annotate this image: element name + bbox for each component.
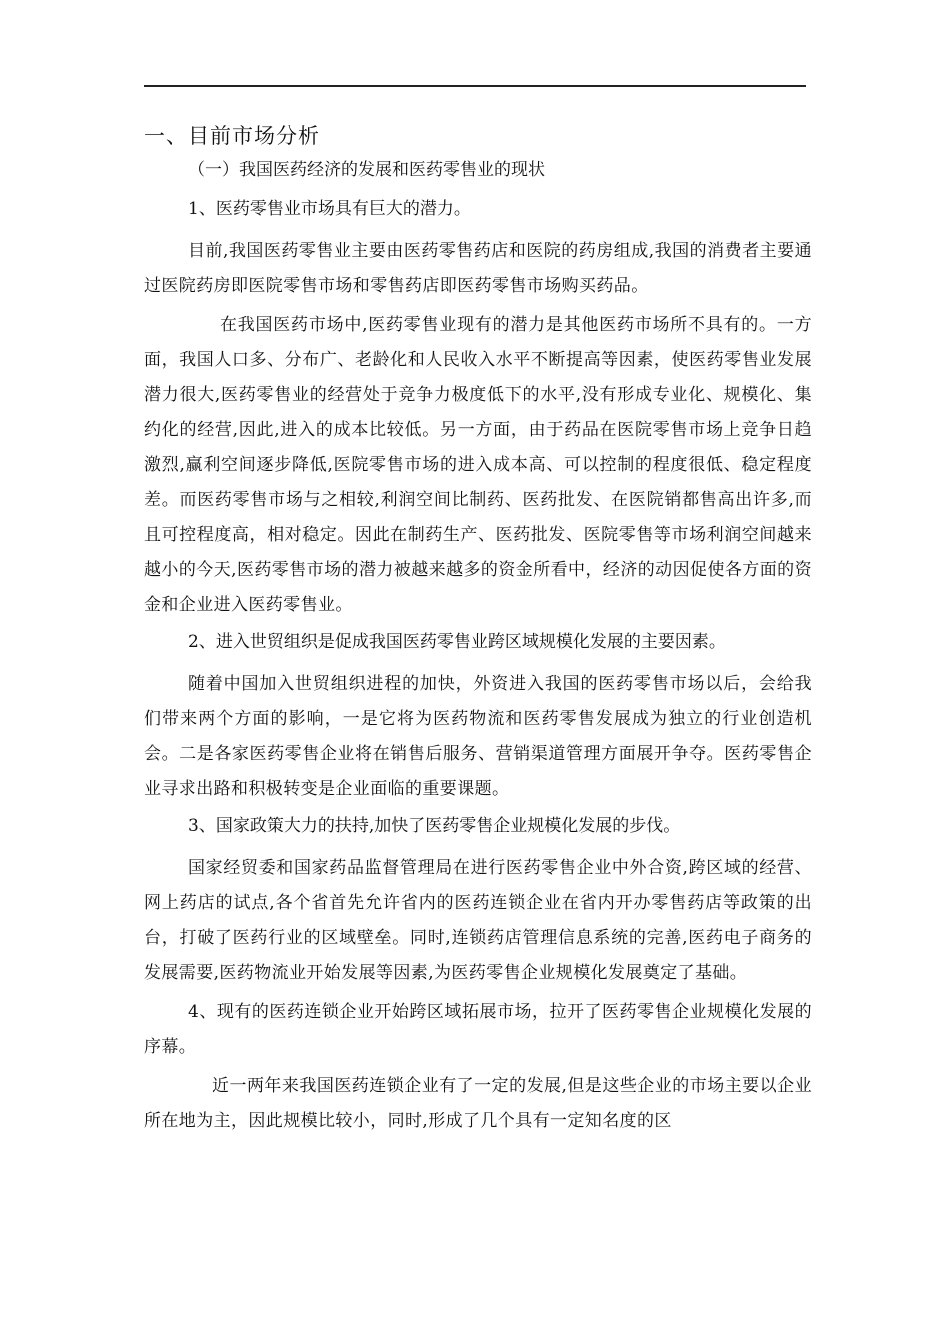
- point-1-paragraph-2: 在我国医药市场中,医药零售业现有的潜力是其他医药市场所不具有的。一方面，我国人口多、分布广、老龄化和人民收入水平不断提高等因素，使医药零售业发展潜力很大,医药零售业的经营处于竞争力极度低下的水平,没有形成专业化、规模化、集约化的经营,因此,进入的成本比较低。另一方面，由于药品在医院零售市场上竞争日趋激烈,赢利空间逐步降低,医院零售市场的进入成本高、可以控制的程度很低、稳定程度差。而医药零售市场与之相较,利润空间比制药、医药批发、在医院销都售高出许多,而且可控程度高，相对稳定。因此在制药生产、医药批发、医院零售等市场利润空间越来越小的今天,医药零售市场的潜力被越来越多的资金所看中，经济的动因促使各方面的资金和企业进入医药零售业。: [144, 315, 812, 615]
- section-heading: 一、目前市场分析: [144, 124, 320, 148]
- document-body: [144, 120, 812, 1143]
- point-3-title: 3、国家政策大力的扶持,加快了医药零售企业规模化发展的步伐。: [188, 816, 681, 836]
- header-rule: [144, 85, 806, 87]
- point-4-title: 4、现有的医药连锁企业开始跨区域拓展市场，拉开了医药零售企业规模化发展的序幕。: [144, 1002, 812, 1057]
- point-2-title: 2、进入世贸组织是促成我国医药零售业跨区域规模化发展的主要因素。: [188, 632, 726, 652]
- point-4-paragraph-1: 近一两年来我国医药连锁企业有了一定的发展,但是这些企业的市场主要以企业所在地为主，因此规模比较小，同时,形成了几个具有一定知名度的区: [144, 1076, 812, 1131]
- point-1-title: 1、医药零售业市场具有巨大的潜力。: [188, 199, 471, 219]
- point-1-paragraph-1: 目前,我国医药零售业主要由医药零售药店和医院的药房组成,我国的消费者主要通过医院药房即医院零售市场和零售药店即医药零售市场购买药品。: [144, 241, 812, 296]
- point-2-paragraph-1: 随着中国加入世贸组织进程的加快，外资进入我国的医药零售市场以后，会给我们带来两个方面的影响，一是它将为医药物流和医药零售发展成为独立的行业创造机会。二是各家医药零售企业将在销售后服务、营销渠道管理方面展开争夺。医药零售企业寻求出路和积极转变是企业面临的重要课题。: [144, 674, 812, 799]
- point-3-paragraph-1: 国家经贸委和国家药品监督管理局在进行医药零售企业中外合资,跨区域的经营、网上药店的试点,各个省首先允许省内的医药连锁企业在省内开办零售药店等政策的出台，打破了医药行业的区域壁垒。同时,连锁药店管理信息系统的完善,医药电子商务的发展需要,医药物流业开始发展等因素,为医药零售企业规模化发展奠定了基础。: [144, 858, 812, 983]
- subsection-heading: （一）我国医药经济的发展和医药零售业的现状: [188, 160, 545, 180]
